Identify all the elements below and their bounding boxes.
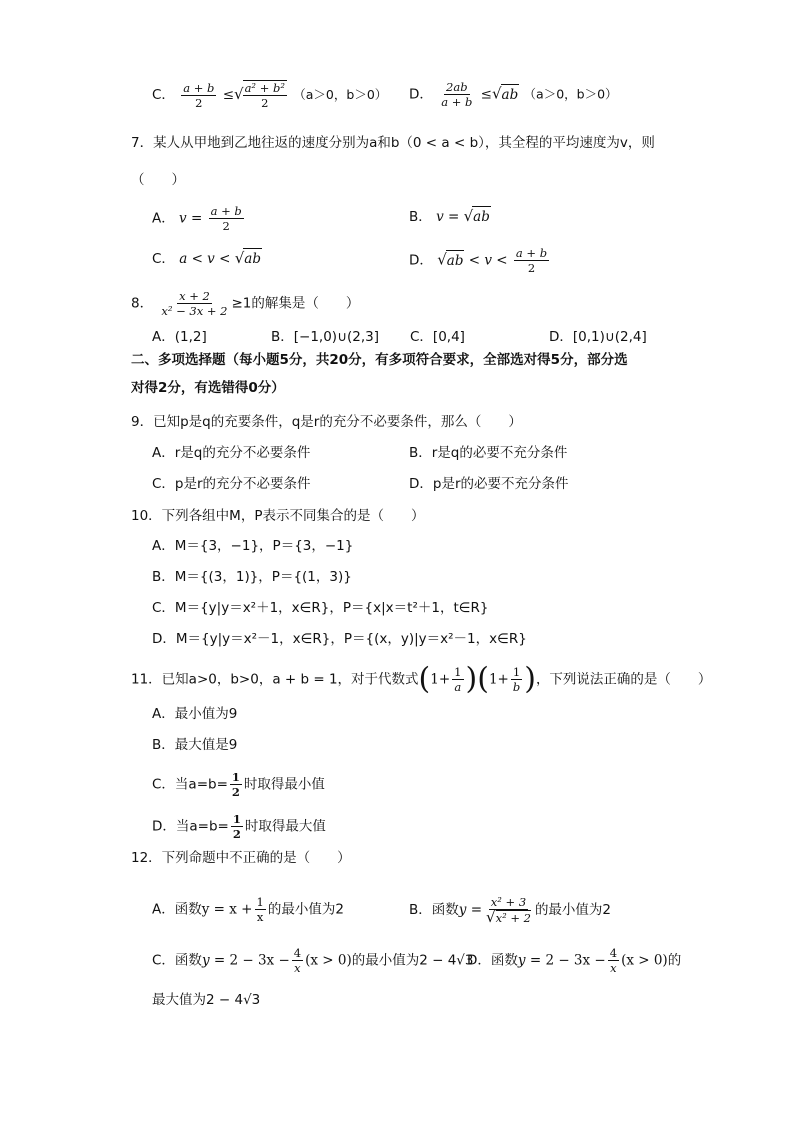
q7-option-a: A． v = $\frac{a + b}{2}$ (152, 204, 242, 233)
fraction-q8: $\frac{x + 2}{\text{x² − 3x + 2}}$ (161, 289, 228, 318)
fraction-a-plus-b-over-2: $\frac{a + b}{2}$ (183, 80, 215, 110)
q7-paren: （ ） (131, 172, 185, 188)
q6-d-label: D． (409, 86, 433, 103)
q6-option-d: D． $\frac{2ab}{a + b}$ ≤√ab （a＞0，b＞0） (409, 80, 618, 109)
section-heading-line1: 二、多项选择题（每小题5分，共20分，有多项符合要求，全部选对得5分，部分选 (131, 352, 628, 368)
q11-option-d: D．当a=b= $\frac{1}{2}$ 时取得最大值 (152, 812, 326, 841)
q6-c-condition: （a＞0，b＞0） (293, 87, 388, 102)
q10-option-d: D．M＝{y|y＝x²－1，x∈R}，P＝{(x，y)|y＝x²－1，x∈R} (152, 631, 527, 647)
q7-option-b: B． v = √ab (409, 207, 490, 225)
q9-stem: 9．已知p是q的充要条件，q是r的充分不必要条件，那么（ ） (131, 414, 522, 430)
q10-option-c: C．M＝{y|y＝x²＋1，x∈R}，P＝{x|x＝t²＋1，t∈R} (152, 600, 489, 616)
q11-option-b: B．最大值是9 (152, 737, 238, 753)
q10-option-a: A．M＝{3，−1}，P＝{3，−1} (152, 538, 354, 554)
q9-option-d: D．p是r的必要不充分条件 (409, 476, 569, 492)
q10-stem: 10．下列各组中M，P表示不同集合的是（ ） (131, 508, 425, 524)
q11-option-c: C．当a=b= $\frac{1}{2}$ 时取得最小值 (152, 770, 325, 799)
q7-option-d: D． √ab < v < $\frac{a + b}{2}$ (409, 246, 548, 275)
q11-stem: 11．已知a>0，b>0，a + b = 1，对于代数式(1+ $\frac{1}{a}$ )(1+ $\frac{1}{b}$ )，下列说法正确的是（ ） (131, 661, 712, 697)
q6-option-c: C． $\frac{a + b}{2}$ ≤√ $\frac{\text{a² + b²}}{2}$ （a＞0，b＞0） (152, 80, 388, 110)
q9-option-c: C．p是r的充分不必要条件 (152, 476, 311, 492)
q8-option-b: B．[−1,0)∪(2,3] (271, 329, 379, 345)
q12-option-d-line2: 最大值为2 − 4√3 (152, 992, 261, 1008)
q10-option-b: B．M＝{(3，1)}，P＝{(1，3)} (152, 569, 352, 585)
q12-stem: 12．下列命题中不正确的是（ ） (131, 850, 351, 866)
section-heading-line2: 对得2分，有选错得0分） (131, 380, 285, 396)
q12-option-b: B．函数y = $\frac{\text{x² + 3}}{\text{√x² + 2}}$ 的最小值为2 (409, 895, 612, 926)
q8-option-c: C．[0,4] (410, 329, 465, 345)
fraction-2ab-over-a-plus-b: $\frac{2ab}{a + b}$ (441, 80, 473, 109)
q8-option-a: A．(1,2] (152, 329, 207, 345)
q6-c-label: C． (152, 87, 175, 103)
q6-d-condition: （a＞0，b＞0） (523, 86, 618, 102)
sqrt-mean-square: $\frac{\text{a² + b²}}{2}$ (244, 81, 285, 110)
q7-stem: 7．某人从甲地到乙地往返的速度分别为a和b（0 < a < b），其全程的平均速度为v，则 (131, 135, 655, 151)
q8-option-d: D．[0,1)∪(2,4] (549, 329, 647, 345)
q12-option-a: A．函数y = x + $\frac{1}{x}$ 的最小值为2 (152, 895, 344, 924)
q9-option-a: A．r是q的充分不必要条件 (152, 445, 311, 461)
q12-option-c: C．函数y = 2 − 3x − $\frac{4}{x}$ (x > 0)的最小值为2 − 4√3 (152, 946, 474, 975)
q9-option-b: B．r是q的必要不充分条件 (409, 445, 568, 461)
q7-option-c: C． a < v < √ab (152, 249, 261, 267)
q11-option-a: A．最小值为9 (152, 706, 238, 722)
q8-stem: 8． $\frac{x + 2}{\text{x² − 3x + 2}}$ ≥1的解集是（ ） (131, 289, 360, 318)
q12-option-d: D．函数y = 2 − 3x − $\frac{4}{x}$ (x > 0)的 (467, 946, 682, 975)
